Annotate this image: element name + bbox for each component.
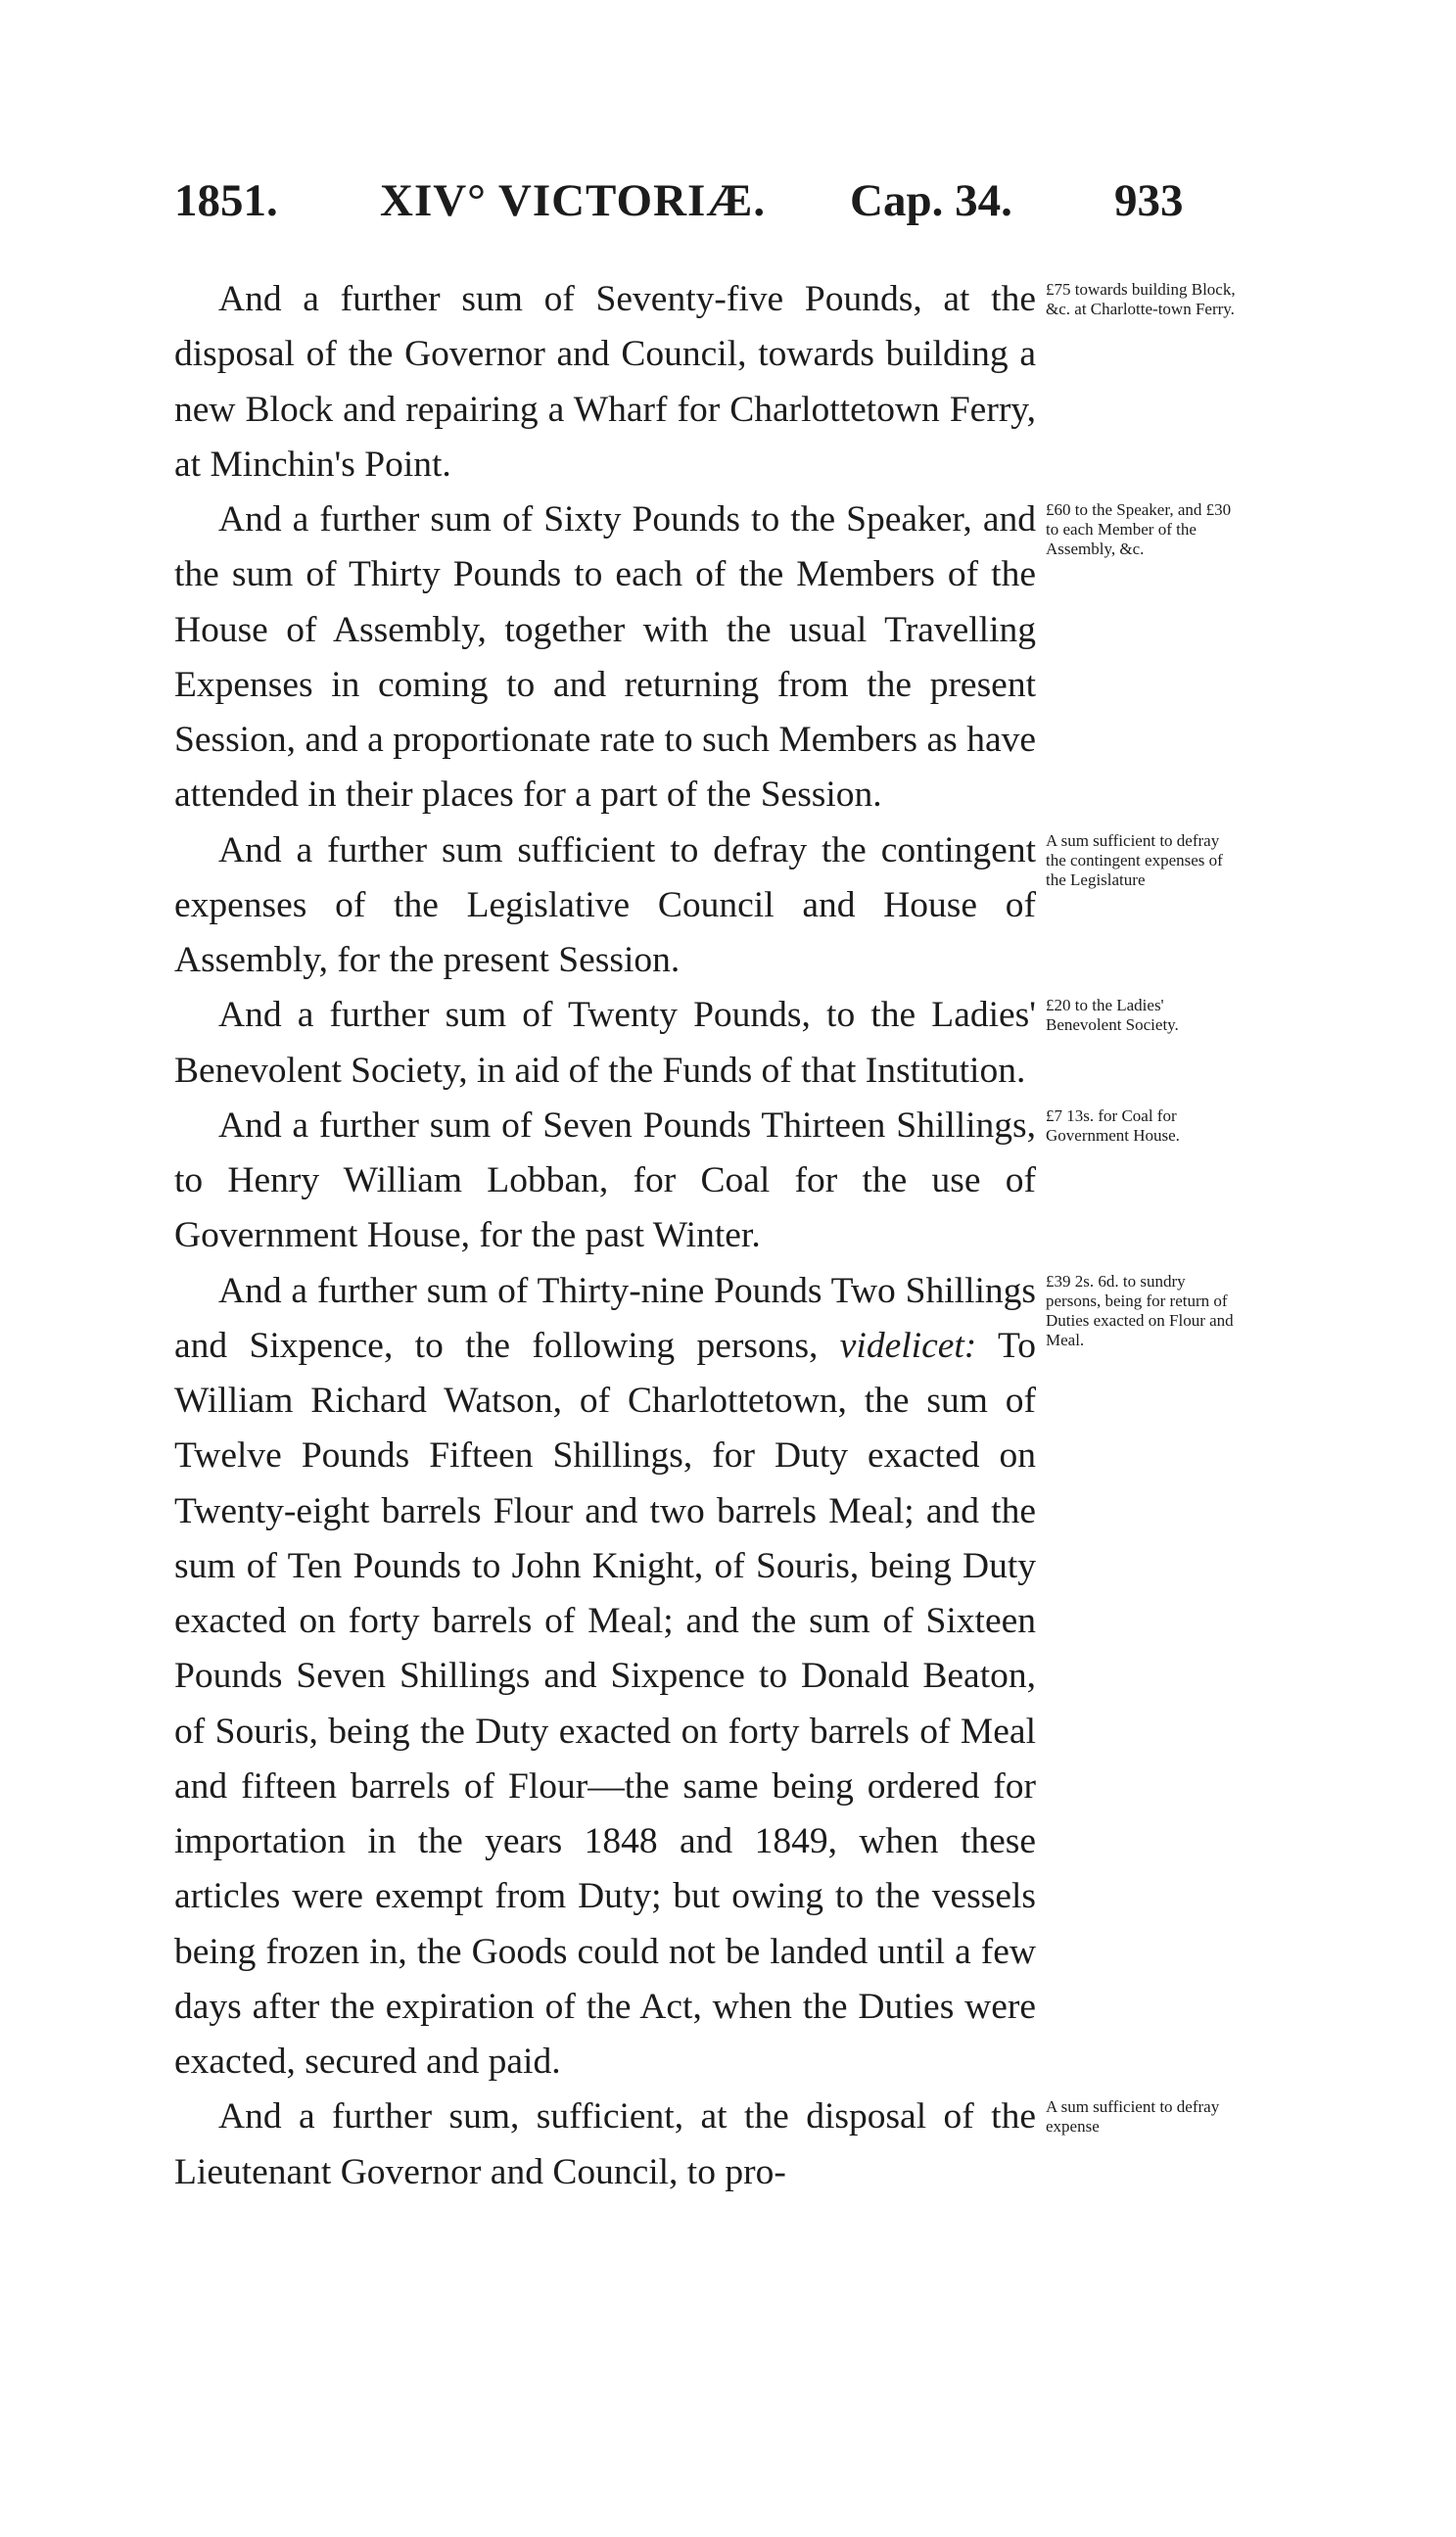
margin-note: £60 to the Speaker, and £30 to each Member of the Assembly, &c. [1046, 500, 1232, 559]
margin-note: £20 to the Ladies' Benevolent Society. [1046, 996, 1179, 1035]
paragraph-italic: videlicet: [839, 1325, 977, 1366]
header-chapter: Cap. 34. [850, 175, 1012, 226]
margin-note: £75 towards building Block, &c. at Charlotte-town Ferry. [1046, 280, 1236, 319]
paragraph: And a further sum sufficient to defray the contingent expenses of the Legislative Council and House of Assembly, for the present Session. [174, 829, 1036, 980]
paragraph: And a further sum of Sixty Pounds to the Speaker, and the sum of Thirty Pounds to each of the Members of the House of Assembly, together with the usual Travelling Expenses in coming to and returning from the present Session, and a proportionate rate to such Members as have attended in their places for a part of the Session. [174, 499, 1036, 816]
margin-note: A sum sufficient to defray expense [1046, 2097, 1220, 2137]
header-page-number: 933 [1114, 175, 1184, 226]
margin-note: A sum sufficient to defray the contingent expenses of the Legislature [1046, 831, 1223, 890]
paragraph: And a further sum, sufficient, at the disposal of the Lieutenant Governor and Council, to pro- [174, 2096, 1036, 2192]
paragraph-text: To William Richard Watson, of Charlottetown, the sum of Twelve Pounds Fifteen Shillings, for Duty exacted on Twenty-eight barrels Flour and two barrels Meal; and the sum of Ten Pounds to John Knight, of Souris, being Duty exacted on forty barrels of Meal; and the sum of Sixteen Pounds Seven Shillings and Sixpence to Donald Beaton, of Souris, being the Duty exacted on forty barrels of Meal and fifteen barrels of Flour—the same being ordered for importation in the years 1848 and 1849, when these articles were exempt from Duty; but owing to the vessels being frozen in, the Goods could not be landed until a few days after the expiration of the Act, when the Duties were exacted, secured and paid. [174, 1325, 1036, 2082]
margin-note: £7 13s. for Coal for Government House. [1046, 1106, 1180, 1146]
paragraph [174, 1264, 1036, 2091]
paragraph: And a further sum of Twenty Pounds, to the Ladies' Benevolent Society, in aid of the Funds of that Institution. [174, 995, 1036, 1091]
header-title: XIV° VICTORIÆ. [380, 175, 767, 226]
paragraph: And a further sum of Seven Pounds Thirteen Shillings, to Henry William Lobban, for Coal for the use of Government House, for the past Winter. [174, 1104, 1036, 1256]
body-text [174, 272, 1036, 2200]
paragraph: And a further sum of Seventy-five Pounds, at the disposal of the Governor and Council, towards building a new Block and repairing a Wharf for Charlottetown Ferry, at Minchin's Point. [174, 279, 1036, 485]
paragraph-text: And a further sum of Thirty-nine Pounds Two Shillings and Sixpence, to the following persons, [174, 1270, 1036, 1366]
margin-note: £39 2s. 6d. to sundry persons, being for return of Duties exacted on Flour and Meal. [1046, 1272, 1234, 1350]
page-header [174, 174, 1222, 243]
header-year: 1851. [174, 175, 278, 226]
